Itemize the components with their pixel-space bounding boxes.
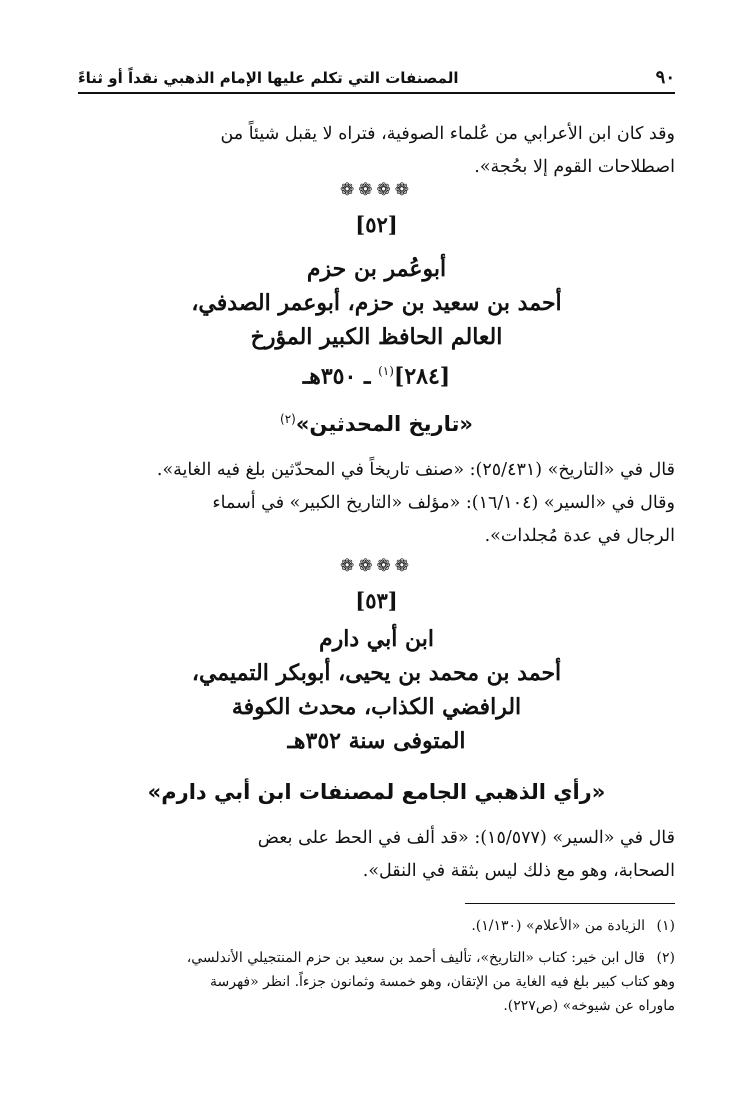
entry-number: [٥٣] <box>355 588 398 613</box>
entry-name-line: العالم الحافظ الكبير المؤرخ <box>250 324 503 350</box>
entry-heading <box>78 252 675 393</box>
entry-name-line: الرافضي الكذاب، محدث الكوفة <box>231 694 522 720</box>
footnote-1 <box>78 914 675 938</box>
entry-name-line: أحمد بن سعيد بن حزم، أبوعمر الصدفي، <box>191 290 562 316</box>
footnote-text: الزيادة من «الأعلام» (١/١٣٠). <box>471 918 645 934</box>
footnote-text: ماوراه عن شيوخه» (ص٢٢٧). <box>503 998 675 1014</box>
entry-number: [٥٢] <box>355 212 398 237</box>
footnote-text: قال ابن خير: كتاب «التاريخ»، تأليف أحمد بن سعيد بن حزم المنتجيلي الأندلسي، <box>186 950 645 966</box>
text-line: اصطلاحات القوم إلا بحُجة». <box>474 157 675 177</box>
page-header <box>78 62 675 94</box>
entry-body <box>78 822 675 888</box>
running-title: المصنفات التي تكلم عليها الإمام الذهبي نقداً أو ثناءً <box>78 69 459 87</box>
footnote-ref[interactable]: (١) <box>378 364 394 378</box>
text-line: قال في «السير» (١٥/٥٧٧): «قد ألف في الحط على بعض <box>257 828 675 848</box>
book-title: «رأي الذهبي الجامع لمصنفات ابن أبي دارم» <box>147 780 606 804</box>
footnote-ref[interactable]: (٢) <box>280 412 296 426</box>
text-line: الرجال في عدة مُجلدات». <box>484 526 675 546</box>
footnote-mark: (٢) <box>656 950 675 966</box>
entry-name-line: ابن أبي دارم <box>318 626 435 652</box>
book-title: «تاريخ المحدثين»$^{(٢)}$ <box>280 412 473 436</box>
footnote-separator <box>465 903 675 904</box>
footnote-mark: (١) <box>656 918 675 934</box>
entry-body <box>78 454 675 553</box>
section-divider-stars: ❁❁❁❁ <box>340 556 413 576</box>
entry-name-line: أحمد بن محمد بن يحيى، أبوبكر التميمي، <box>191 660 562 686</box>
section-divider-stars: ❁❁❁❁ <box>340 180 413 200</box>
intro-paragraph <box>78 118 675 184</box>
text-line: وقال في «السير» (١٦/١٠٤): «مؤلف «التاريخ الكبير» في أسماء <box>212 493 675 513</box>
entry-name-line: أبوعُمر بن حزم <box>306 256 447 282</box>
footnote-text: وهو كتاب كبير بلغ فيه الغاية من الإتقان، وهو خمسة وثمانون جزءاً. انظر «فهرسة <box>210 974 675 990</box>
page-number: ٩٠ <box>655 67 675 88</box>
text-line: الصحابة، وهو مع ذلك ليس بثقة في النقل». <box>362 861 675 881</box>
footnote-2 <box>78 946 675 1018</box>
text-line: قال في «التاريخ» (٢٥/٤٣١): «صنف تاريخاً في المحدّثين بلغ فيه الغاية». <box>156 460 675 480</box>
entry-dates: [٢٨٤]$^{(١)}$ ـ ٣٥٠هـ <box>302 363 451 390</box>
text-line: وقد كان ابن الأعرابي من عُلماء الصوفية، فتراه لا يقبل شيئاً من <box>220 124 675 144</box>
entry-heading <box>78 622 675 758</box>
entry-name-line: المتوفى سنة ٣٥٢هـ <box>287 728 466 754</box>
